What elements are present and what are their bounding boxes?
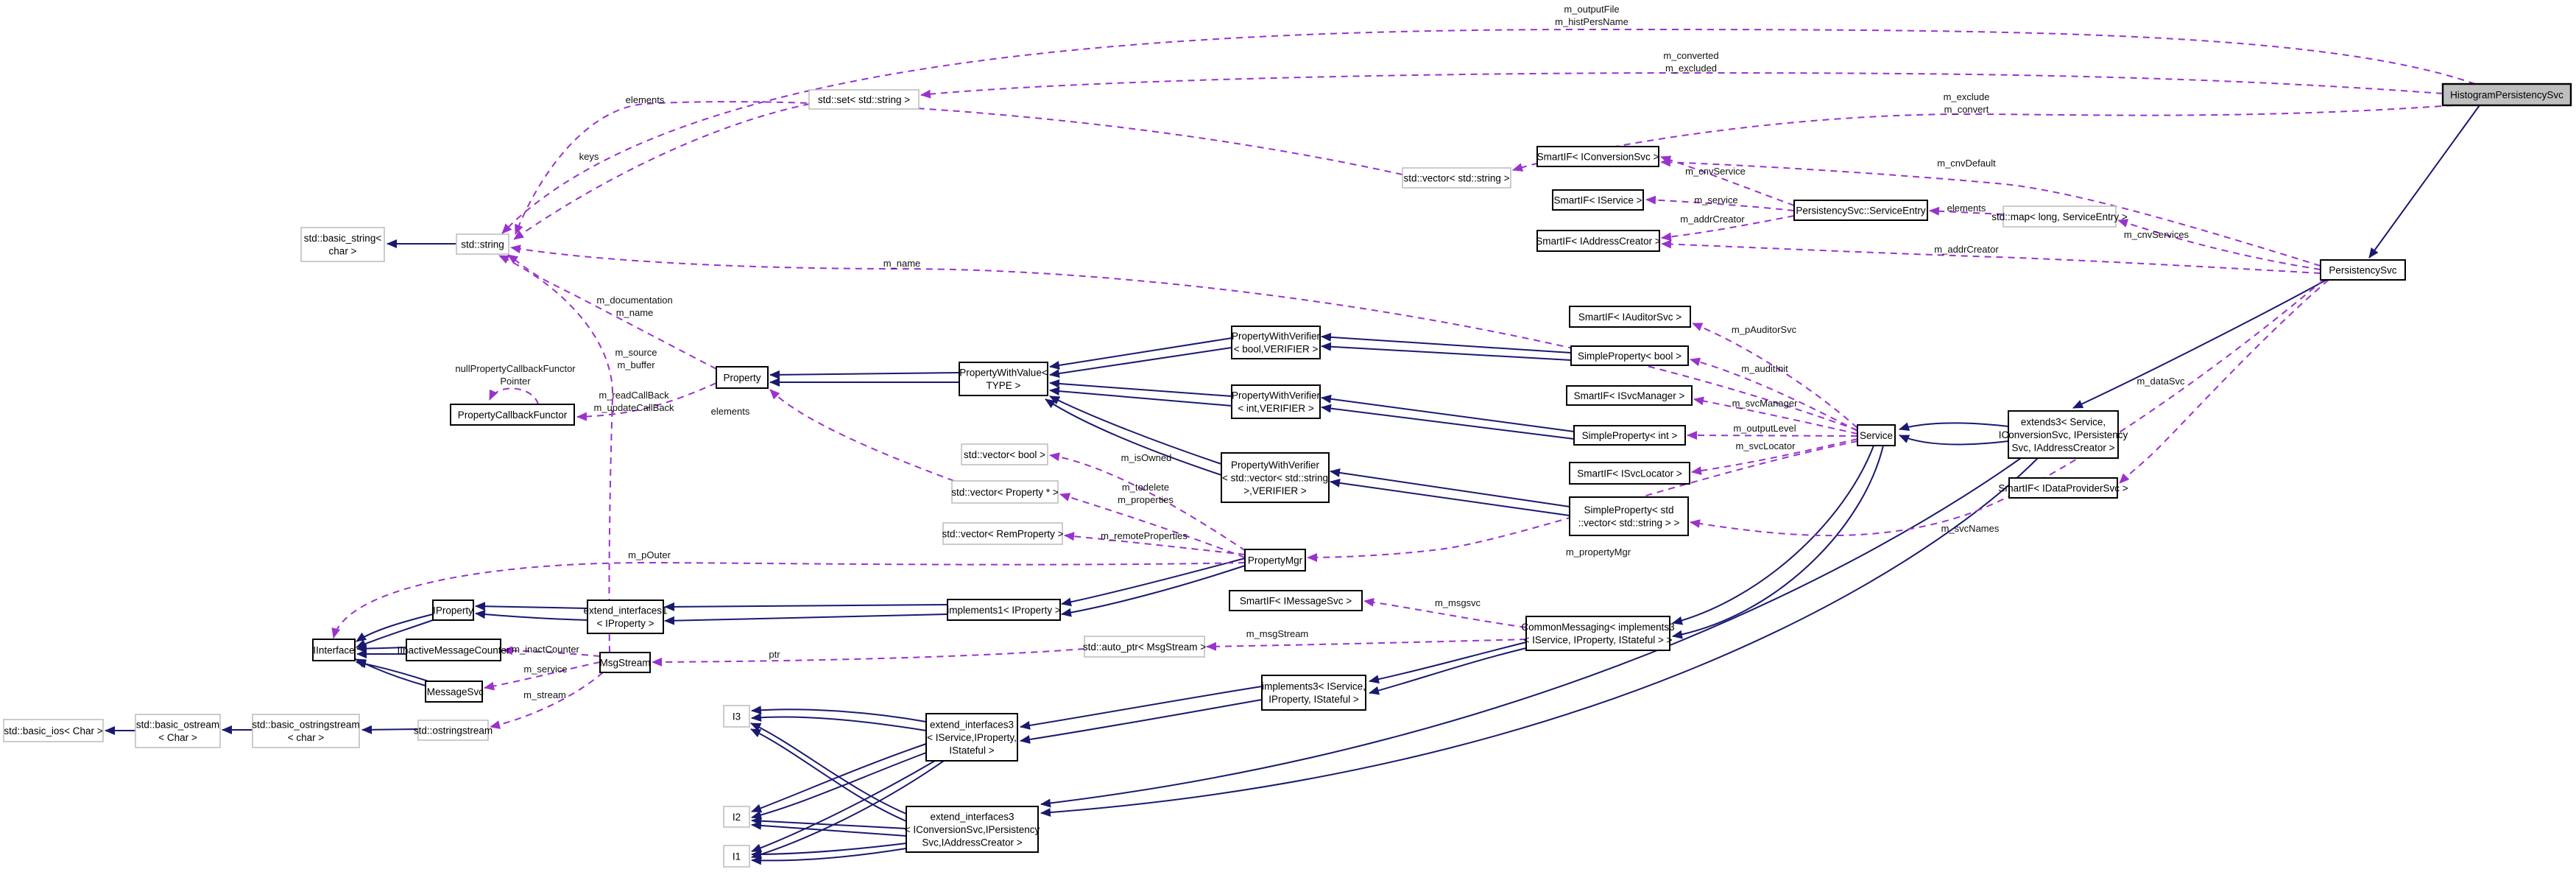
- node-std-set-string-label: std::set< std::string >: [817, 94, 911, 105]
- node-i3-label: I3: [732, 711, 741, 722]
- node-simpleproperty-vector-string-label: SimpleProperty< std ::vector< std::string > >: [1578, 504, 1680, 529]
- node-std-vector-string: [1402, 168, 1511, 188]
- node-std-basic-ostringstream-label: std::basic_ostringstream < char >: [252, 719, 360, 744]
- node-std-basic-string: [301, 228, 384, 261]
- node-implements1[interactable]: [947, 600, 1061, 620]
- edge-inherit: [1050, 390, 1232, 406]
- edge-label: elements: [625, 94, 665, 105]
- edge-label: m_svcManager: [1732, 398, 1798, 409]
- edge-label: ptr: [769, 649, 780, 660]
- node-i2-label: I2: [732, 811, 741, 823]
- node-std-vector-string-label: std::vector< std::string >: [1403, 172, 1510, 184]
- node-property-with-verifier-int-label: PropertyWithVerifier < int,VERIFIER >: [1231, 390, 1321, 415]
- edge-inherit: [1050, 383, 1232, 396]
- node-std-string: [456, 234, 509, 254]
- node-iinterface-label: IInterface: [313, 644, 355, 656]
- node-smartif-iconversionsvc[interactable]: [1537, 147, 1659, 166]
- node-property-with-verifier-bool[interactable]: [1232, 326, 1321, 359]
- node-property-with-verifier-bool-label: PropertyWithVerifier < bool,VERIFIER >: [1231, 331, 1321, 355]
- edge-label: m_source m_buffer: [615, 347, 657, 370]
- edge-use: [921, 73, 2443, 95]
- edge-inherit: [2369, 105, 2480, 258]
- edge-inherit: [1369, 648, 1526, 693]
- node-property[interactable]: [716, 367, 768, 388]
- node-simpleproperty-int[interactable]: [1574, 426, 1685, 445]
- edge-label: m_documentation m_name: [596, 295, 673, 318]
- edge-use: [514, 104, 810, 239]
- edge-inherit: [1321, 346, 1571, 360]
- node-std-vector-remproperty-label: std::vector< RemProperty >: [942, 528, 1064, 540]
- node-std-vector-bool-label: std::vector< bool >: [963, 449, 1046, 460]
- node-std-ostringstream: [414, 720, 493, 740]
- node-msgstream[interactable]: [599, 653, 650, 672]
- edge-label: m_stream: [523, 689, 566, 700]
- edge-label: m_cnvService: [1685, 166, 1746, 177]
- node-smartif-isvclocator[interactable]: [1570, 463, 1690, 484]
- edge-label: m_todelete m_properties: [1118, 482, 1174, 505]
- edge-label: m_propertyMgr: [1565, 546, 1631, 558]
- node-histogram-persistency-svc-label: HistogramPersistencySvc: [2450, 89, 2563, 101]
- edge-label: m_addrCreator: [1680, 214, 1745, 225]
- node-smartif-imessagesvc-label: SmartIF< IMessageSvc >: [1239, 595, 1352, 607]
- edge-label: m_dataSvc: [2136, 376, 2185, 387]
- node-std-auto-ptr-msgstream: [1083, 636, 1206, 657]
- edge-label: m_inactCounter: [512, 644, 579, 655]
- edge-use: [515, 102, 1402, 234]
- edge-inherit: [770, 373, 959, 375]
- node-iinactivemessagecounter[interactable]: [397, 639, 510, 661]
- node-simpleproperty-bool[interactable]: [1571, 346, 1688, 365]
- edge-inherit: [356, 662, 428, 681]
- edge-label: m_isOwned: [1121, 452, 1172, 463]
- edge-use: [499, 256, 613, 653]
- node-smartif-isvcmanager[interactable]: [1567, 386, 1692, 405]
- edge-label: m_remoteProperties: [1101, 530, 1188, 541]
- node-extend-interfaces1[interactable]: [583, 600, 667, 633]
- node-smartif-iservice[interactable]: [1553, 190, 1643, 210]
- edge-inherit: [1673, 446, 1883, 636]
- edge-label: keys: [579, 151, 599, 162]
- node-persistencysvc-serviceentry-label: PersistencySvc::ServiceEntry: [1796, 205, 1926, 217]
- edge-label: m_outputLevel: [1733, 423, 1796, 434]
- node-property-with-value-label: PropertyWithValue< TYPE >: [959, 367, 1048, 392]
- edge-inherit: [1321, 407, 1574, 439]
- edge-label: elements: [710, 406, 750, 417]
- edge-inherit: [751, 729, 906, 821]
- edge-label: m_svcLocator: [1735, 440, 1796, 451]
- edge-label: m_outputFile m_histPersName: [1555, 4, 1628, 27]
- node-property-with-verifier-vector[interactable]: [1221, 453, 1329, 502]
- node-property-callback-functor[interactable]: [451, 404, 574, 425]
- edge-label: nullPropertyCallbackFunctor Pointer: [455, 363, 576, 387]
- node-i3: [724, 706, 749, 727]
- node-persistency-svc[interactable]: [2321, 260, 2405, 280]
- node-service-label: Service: [1859, 429, 1894, 441]
- edge-inherit: [356, 659, 426, 686]
- node-std-basic-ios-label: std::basic_ios< Char >: [4, 725, 103, 736]
- node-smartif-idataprovidersvc-label: SmartIF< IDataProviderSvc >: [1998, 482, 2128, 494]
- edge-use: [1687, 435, 1857, 436]
- edge-use: [490, 388, 538, 404]
- node-msgstream-label: MsgStream: [599, 657, 651, 669]
- edge-inherit: [1062, 566, 1245, 614]
- edge-label: m_name: [883, 258, 921, 269]
- node-common-messaging-label: CommonMessaging< implements3 < IService, IProperty, IStateful > >: [1521, 622, 1675, 646]
- edge-inherit: [752, 753, 926, 818]
- node-smartif-iauditorsvc[interactable]: [1570, 306, 1690, 327]
- node-extend-interfaces1-label: extend_interfaces1 < IProperty >: [583, 605, 668, 630]
- node-imessagesvc-label: IMessageSvc: [423, 686, 484, 697]
- edge-label: m_msgStream: [1246, 628, 1309, 639]
- node-std-set-string: [809, 90, 919, 109]
- edge-label: m_svcNames: [1941, 523, 2000, 534]
- node-simpleproperty-vector-string[interactable]: [1570, 497, 1688, 535]
- node-extends3-label: extends3< Service, IConversionSvc, IPersistency Svc, IAddressCreator >: [1998, 416, 2128, 454]
- node-iproperty[interactable]: [433, 600, 473, 620]
- node-smartif-iservice-label: SmartIF< IService >: [1553, 194, 1642, 206]
- node-iinactivemessagecounter-label: IInactiveMessageCounter: [397, 644, 510, 656]
- node-std-vector-property-label: std::vector< Property * >: [951, 486, 1059, 498]
- node-implements3-label: implements3< IService, IProperty, IStateful >: [1262, 681, 1366, 706]
- node-persistencysvc-serviceentry[interactable]: [1794, 200, 1927, 220]
- edge-use: [1693, 323, 1857, 428]
- node-std-basic-ios: [4, 720, 103, 742]
- edge-inherit: [476, 606, 587, 608]
- node-simpleproperty-vector-string-box[interactable]: [1570, 497, 1688, 535]
- node-std-vector-bool: [961, 444, 1048, 465]
- node-service[interactable]: [1857, 425, 1895, 446]
- node-i1-label: I1: [732, 851, 741, 862]
- edge-use: [2118, 220, 2321, 270]
- edge-use: [1207, 639, 1526, 647]
- edge-inherit: [1330, 471, 1570, 507]
- edge-inherit: [1899, 435, 2008, 444]
- edge-label: m_pAuditorSvc: [1731, 324, 1797, 335]
- edge-inherit: [2073, 280, 2326, 408]
- edge-label: m_auditInit: [1741, 363, 1788, 374]
- edge-inherit: [751, 723, 906, 814]
- node-smartif-idataprovidersvc[interactable]: [1998, 478, 2128, 498]
- node-iproperty-label: IProperty: [433, 605, 473, 616]
- node-std-string-label: std::string: [461, 239, 504, 250]
- edge-use: [502, 29, 2475, 233]
- node-smartif-imessagesvc[interactable]: [1229, 591, 1362, 611]
- edge-inherit: [1321, 398, 1574, 432]
- edge-use: [652, 649, 1084, 662]
- edge-label: m_service: [523, 664, 568, 675]
- node-extend-interfaces3-service-label: extend_interfaces3 < IService,IProperty, IStateful >: [927, 719, 1017, 756]
- node-extends3[interactable]: [1999, 411, 2128, 458]
- edge-label: m_service: [1694, 194, 1738, 205]
- node-std-ostringstream-label: std::ostringstream: [413, 725, 493, 736]
- node-property-mgr-label: PropertyMgr: [1247, 555, 1303, 566]
- node-smartif-iaddresscreator-label: SmartIF< IAddressCreator >: [1536, 235, 1661, 247]
- node-property-callback-functor-label: PropertyCallbackFunctor: [457, 409, 568, 421]
- edge-inherit: [1045, 399, 1221, 475]
- node-std-auto-ptr-msgstream-label: std::auto_ptr< MsgStream >: [1082, 641, 1207, 653]
- node-std-map-long-serviceentry-label: std::map< long, ServiceEntry >: [1991, 211, 2128, 222]
- node-persistency-svc-label: PersistencySvc: [2329, 264, 2397, 276]
- node-property-with-verifier-vector-label: PropertyWithVerifier < std::vector< std::string >,VERIFIER >: [1221, 459, 1329, 496]
- node-imessagesvc[interactable]: [424, 681, 484, 702]
- edge-inherit: [752, 717, 926, 731]
- edge-inherit: [356, 614, 433, 641]
- node-extend-interfaces3-service[interactable]: [926, 714, 1017, 761]
- edge-label: m_cnvDefault: [1937, 158, 1996, 169]
- edge-inherit: [1369, 642, 1526, 681]
- node-std-basic-ostringstream: [252, 714, 359, 748]
- edge-label: elements: [1947, 203, 1986, 214]
- edge-use: [508, 255, 716, 369]
- edge-label: m_converted m_excluded: [1663, 50, 1719, 74]
- node-property-with-verifier-int[interactable]: [1232, 385, 1321, 418]
- node-iinterface[interactable]: [313, 639, 355, 661]
- node-i1: [724, 845, 749, 867]
- node-std-basic-ostream: [135, 714, 220, 748]
- node-i2: [724, 806, 749, 827]
- node-simpleproperty-bool-label: SimpleProperty< bool >: [1577, 350, 1682, 362]
- node-smartif-iauditorsvc-label: SmartIF< IAuditorSvc >: [1578, 311, 1682, 323]
- node-smartif-isvclocator-label: SmartIF< ISvcLocator >: [1577, 468, 1682, 479]
- edge-label: m_cnvServices: [2123, 229, 2189, 240]
- edge-label: m_msgsvc: [1434, 597, 1481, 608]
- edge-inherit: [1321, 337, 1571, 353]
- edge-label: m_pOuter: [628, 549, 671, 560]
- node-property-mgr[interactable]: [1245, 549, 1305, 571]
- node-std-basic-string-label: std::basic_string< char >: [303, 233, 382, 257]
- node-std-vector-remproperty: [942, 523, 1063, 544]
- edge-inherit: [362, 729, 418, 730]
- edge-inherit: [665, 614, 948, 621]
- edge-inherit: [665, 605, 948, 607]
- node-smartif-iaddresscreator[interactable]: [1536, 231, 1661, 251]
- node-property-label: Property: [723, 372, 761, 384]
- node-common-messaging[interactable]: [1521, 616, 1674, 650]
- node-smartif-isvcmanager-label: SmartIF< ISvcManager >: [1573, 390, 1685, 401]
- node-histogram-persistency-svc: [2443, 84, 2571, 105]
- edge-inherit: [1330, 482, 1570, 516]
- node-implements1-label: implements1< IProperty >: [947, 604, 1061, 616]
- node-simpleproperty-int-label: SimpleProperty< int >: [1581, 429, 1678, 441]
- node-std-vector-property: [951, 481, 1059, 503]
- edge-inherit: [476, 613, 587, 620]
- node-smartif-iconversionsvc-label: SmartIF< IConversionSvc >: [1536, 151, 1659, 163]
- node-property-with-value[interactable]: [959, 362, 1048, 395]
- edge-use: [770, 390, 954, 481]
- edge-inherit: [1899, 423, 2008, 429]
- edge-label: m_readCallBack m_updateCallBack: [593, 390, 674, 413]
- node-std-basic-ostream-label: std::basic_ostream < Char >: [135, 719, 220, 744]
- node-implements3[interactable]: [1262, 675, 1366, 710]
- node-extend-interfaces3-conversion[interactable]: [905, 806, 1040, 852]
- node-std-map-long-serviceentry: [1991, 206, 2128, 227]
- node-extend-interfaces3-conversion-label: extend_interfaces3 < IConversionSvc,IPersistency Svc,IAddressCreator >: [904, 811, 1040, 848]
- edge-label: m_exclude m_convert: [1943, 91, 1990, 115]
- edge-label: m_addrCreator: [1934, 244, 1999, 255]
